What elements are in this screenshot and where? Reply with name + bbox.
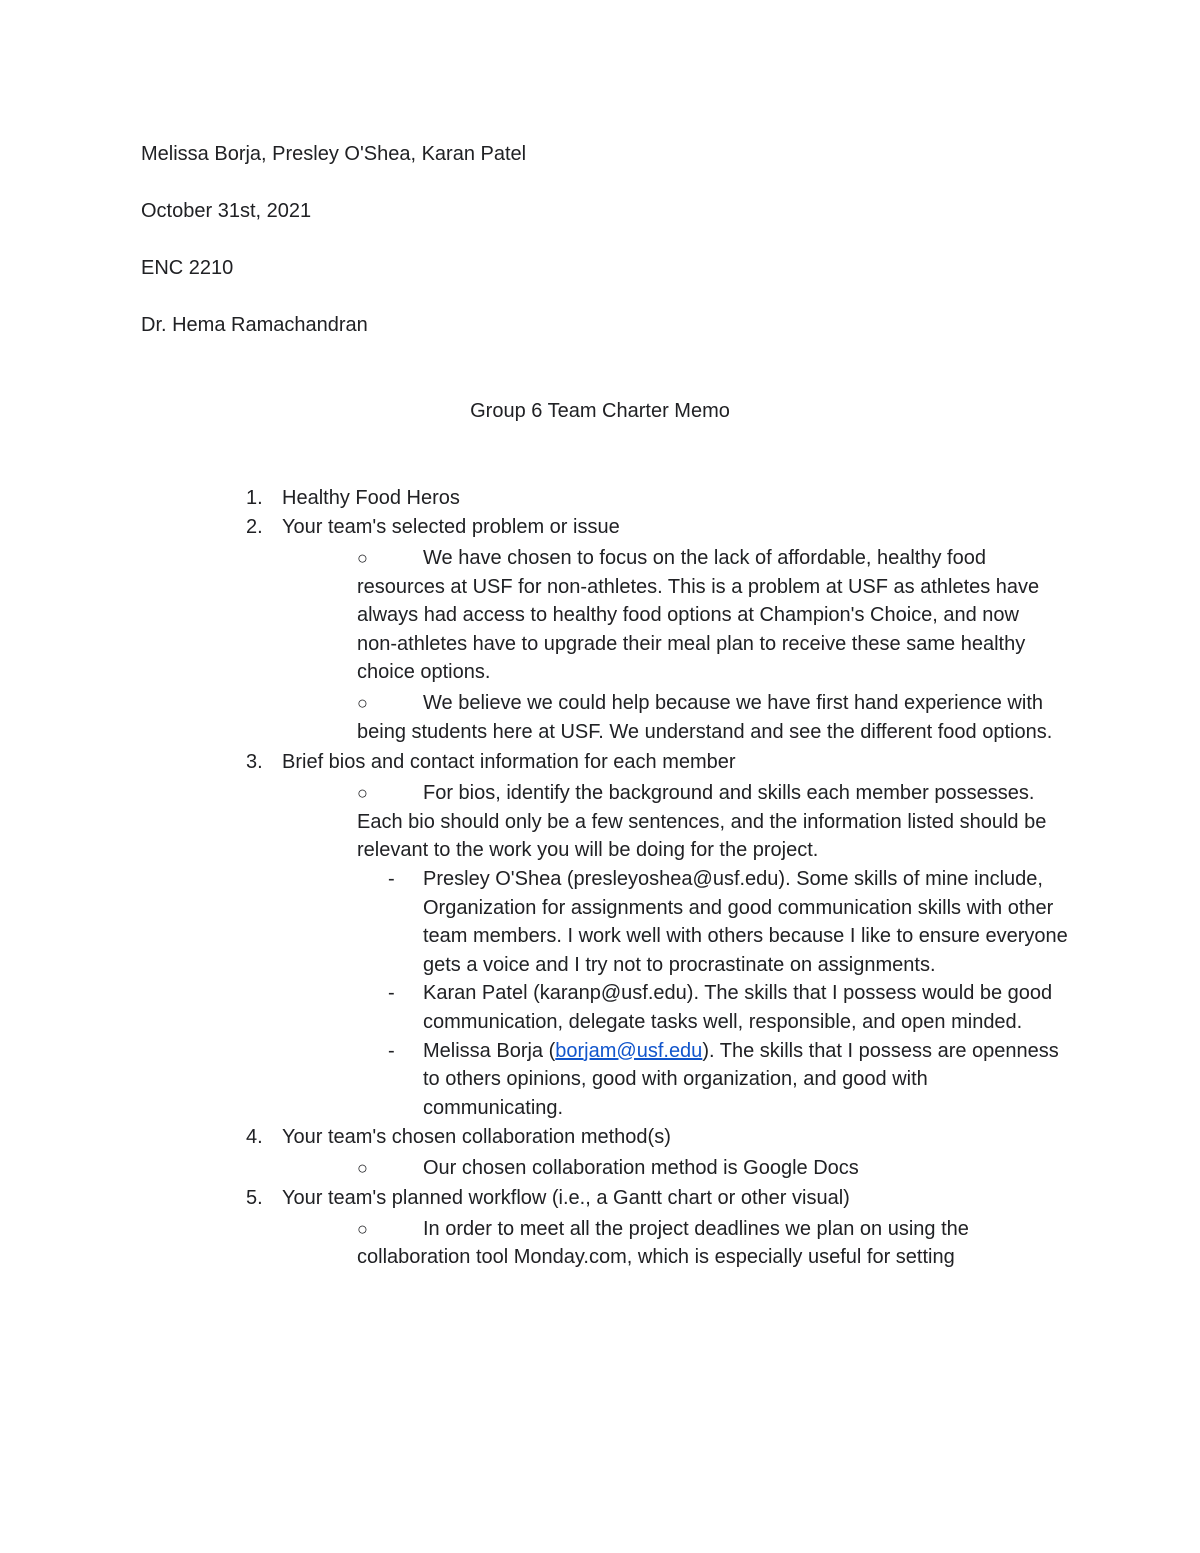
- sub-bullet: [357, 1154, 1062, 1183]
- list-item-5: [0, 1184, 1200, 1213]
- bio-suffix: ). The skills that I possess are openness to others opinions, good with organization, and good with communicating.: [423, 1039, 1059, 1119]
- charter-list: [0, 484, 1200, 1272]
- dash-bullet-icon: -: [388, 1039, 395, 1062]
- sub-bullet: [357, 779, 1062, 865]
- list-item-text: Your team's chosen collaboration method(s): [282, 1126, 671, 1149]
- sub-bullet-text: Our chosen collaboration method is Google Docs: [423, 1157, 859, 1180]
- list-number: 5.: [246, 1186, 263, 1209]
- list-number: 1.: [246, 487, 263, 509]
- sub-bullet-text: We believe we could help because we have first hand experience with being students here at USF. We understand and see the different food options.: [357, 691, 1053, 743]
- dash-bullet-icon: -: [388, 982, 395, 1005]
- bio-item: [388, 979, 1073, 1036]
- bio-text: Karan Patel (karanp@usf.edu). The skills that I possess would be good communication, delegate tasks well, responsible, and open minded.: [423, 982, 1053, 1033]
- bio-text: Presley O'Shea (presleyoshea@usf.edu). Some skills of mine include, Organization for assignments and good communication skills with other team members. I work well with others because I like to ensure everyone gets a voice and I try not to procrastinate on assignments.: [423, 867, 1068, 976]
- circle-bullet-icon: ○: [357, 1218, 368, 1239]
- circle-bullet-icon: ○: [357, 692, 368, 713]
- circle-bullet-icon: ○: [357, 548, 368, 568]
- circle-bullet-icon: ○: [357, 783, 368, 804]
- list-item-3: [0, 748, 1200, 777]
- instructor-line: Dr. Hema Ramachandran: [141, 314, 368, 336]
- list-item-1: [0, 484, 1200, 513]
- list-item-text: Healthy Food Heros: [282, 487, 460, 509]
- dash-bullet-icon: -: [388, 867, 395, 890]
- course-line: ENC 2210: [141, 257, 234, 279]
- bio-item: [388, 865, 1073, 979]
- list-item-4: [0, 1123, 1200, 1152]
- list-item-text: Your team's selected problem or issue: [282, 516, 620, 538]
- bio-item: [388, 1037, 1073, 1123]
- list-item-text: Brief bios and contact information for each member: [282, 751, 736, 774]
- email-link[interactable]: borjam@usf.edu: [555, 1039, 703, 1062]
- date-line: October 31st, 2021: [141, 200, 312, 222]
- circle-bullet-icon: ○: [357, 1158, 368, 1179]
- list-number: 3.: [246, 751, 263, 774]
- sub-bullet: [357, 689, 1062, 746]
- bio-prefix: Melissa Borja (: [423, 1039, 556, 1062]
- list-item-2: [0, 513, 1200, 542]
- list-number: 4.: [246, 1126, 263, 1149]
- sub-bullet-text: For bios, identify the background and skills each member possesses. Each bio should only be a few sentences, and the information listed should be relevant to the work you will be doing for the project.: [357, 782, 1047, 862]
- sub-bullet-text: In order to meet all the project deadlines we plan on using the collaboration tool Monday.com, which is especially useful for setting: [357, 1217, 969, 1269]
- list-number: 2.: [246, 516, 263, 538]
- sub-bullet: [357, 1215, 1062, 1272]
- memo-title: Group 6 Team Charter Memo: [470, 400, 730, 422]
- sub-bullet-text: We have chosen to focus on the lack of affordable, healthy food resources at USF for non-athletes. This is a problem at USF as athletes have always had access to healthy food options at Champion's Choice, and now non-athletes have to upgrade their meal plan to receive these same healthy choice options.: [357, 547, 1040, 684]
- sub-bullet: [357, 544, 1062, 687]
- list-item-text: Your team's planned workflow (i.e., a Gantt chart or other visual): [282, 1186, 850, 1209]
- authors-line: Melissa Borja, Presley O'Shea, Karan Patel: [141, 143, 527, 165]
